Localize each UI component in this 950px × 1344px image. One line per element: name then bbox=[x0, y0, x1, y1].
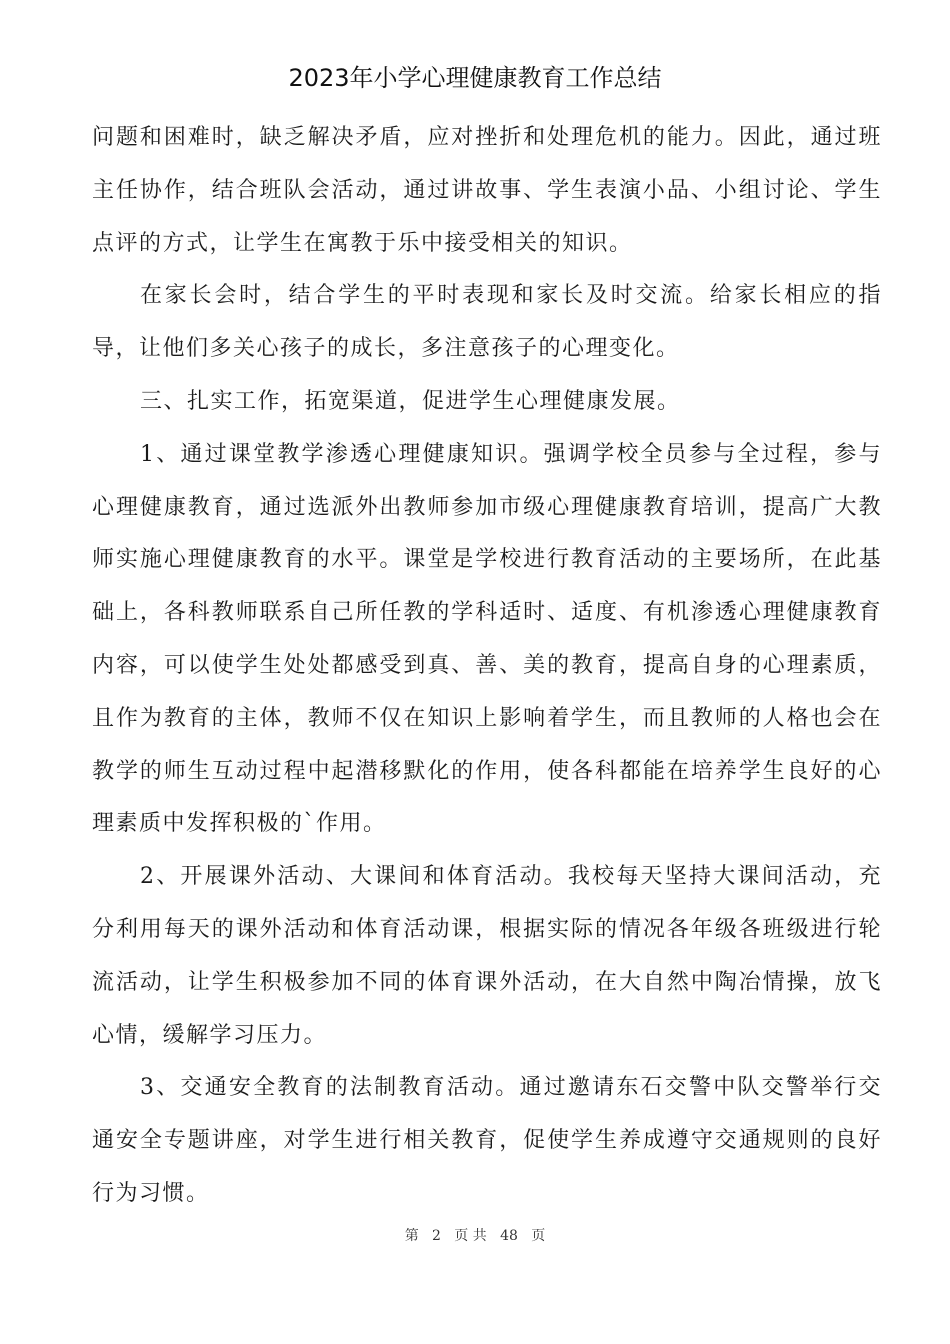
paragraph: 在家长会时，结合学生的平时表现和家长及时交流。给家长相应的指导，让他们多关心孩子的成长，多注意孩子的心理变化。 bbox=[92, 283, 882, 362]
paragraph: 1、通过课堂教学渗透心理健康知识。强调学校全员参与全过程，参与心理健康教育，通过选派外出教师参加市级心理健康教育培训，提高广大教师实施心理健康教育的水平。课堂是学校进行教育活动的主要场所，在此基础上，各科教师联系自己所任教的学科适时、适度、有机渗透心理健康教育内容，可以使学生处处都感受到真、善、美的教育，提高自身的心理素质，且作为教育的主体，教师不仅在知识上影响着学生，而且教师的人格也会在教学的师生互动过程中起潜移默化的作用，使各科都能在培养学生良好的心理素质中发挥积极的`作用。 bbox=[92, 441, 882, 837]
page-title: 2023年小学心理健康教育工作总结 bbox=[288, 64, 662, 92]
paragraph: 2、开展课外活动、大课间和体育活动。我校每天坚持大课间活动，充分利用每天的课外活动和体育活动课，根据实际的情况各年级各班级进行轮流活动，让学生积极参加不同的体育课外活动，在大自然中陶冶情操，放飞心情，缓解学习压力。 bbox=[92, 864, 882, 1048]
paragraph: 问题和困难时，缺乏解决矛盾，应对挫折和处理危机的能力。因此，通过班主任协作，结合班队会活动，通过讲故事、学生表演小品、小组讨论、学生点评的方式，让学生在寓教于乐中接受相关的知识。 bbox=[92, 125, 882, 256]
paragraph: 3、交通安全教育的法制教育活动。通过邀请东石交警中队交警举行交通安全专题讲座，对学生进行相关教育，促使学生养成遵守交通规则的良好行为习惯。 bbox=[92, 1075, 882, 1206]
section-heading: 三、扎实工作，拓宽渠道，促进学生心理健康发展。 bbox=[140, 388, 681, 414]
page-number-footer: 第 2 页 共 48 页 bbox=[404, 1228, 546, 1244]
document-body bbox=[92, 112, 882, 1221]
